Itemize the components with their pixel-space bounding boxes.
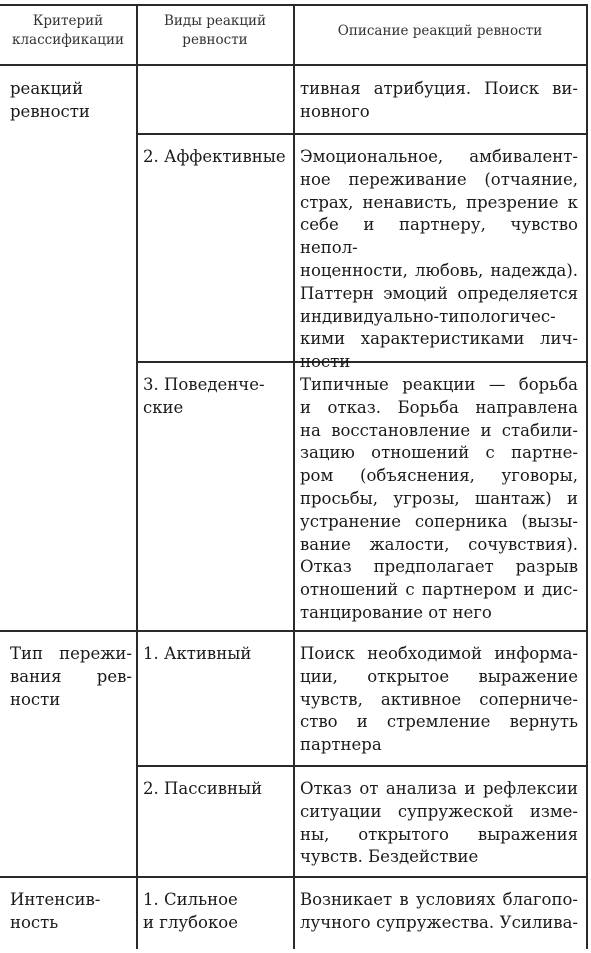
column-divider	[293, 4, 295, 949]
header-criterion: Критерий классификации	[12, 13, 124, 48]
criterion-cell: реакций ревности	[10, 79, 90, 121]
row-divider	[136, 765, 587, 767]
type-cell: 1. Активный	[143, 644, 252, 663]
header-description: Описание реакций ревности	[337, 23, 543, 39]
type-cell: 3. Поведенче- ские	[143, 375, 265, 417]
description-cell: Эмоциональное, амбивалент- ное переживание (отчаяние, страх, ненависть, презрение к себе и партнеру, чувство непол- ноценности, любовь, надежда). Паттерн эмоций определяется индивидуально-типологичес- кими характеристиками лич- ности	[300, 147, 578, 372]
description-cell: тивная атрибуция. Поиск ви- новного	[300, 79, 578, 121]
type-cell: 1. Сильное и глубокое	[143, 890, 238, 932]
column-divider	[136, 4, 138, 949]
type-cell: 2. Пассивный	[143, 779, 263, 798]
table-right-rule	[586, 4, 588, 949]
criterion-cell: Интенсив- ность	[10, 890, 101, 932]
description-cell: Поиск необходимой информа- ции, открытое выражение чувств, активное соперниче- ство и стремление вернуть партнера	[300, 644, 578, 755]
description-cell: Возникает в условиях благопо- лучного супружества. Усилива-	[300, 890, 578, 932]
description-cell: Отказ от анализа и рефлексии ситуации супружеской изме- ны, открытого выражения чувств. Бездействие	[300, 779, 578, 867]
type-cell: 2. Аффективные	[143, 147, 286, 166]
header-types: Виды реакций ревности	[163, 13, 267, 48]
row-divider	[136, 133, 587, 135]
criterion-cell: Тип пережи- вания рев- ности	[10, 644, 132, 709]
description-cell: Типичные реакции — борьба и отказ. Борьба направлена на восстановление и стабили- зацию отношений с партне- ром (объяснения, уговоры, просьбы, угрозы, шантаж) и устранение соперника (вызы- вание жалости, сочувствия). Отказ предполагает разрыв отношений с партнером и дис- танцирование от него	[300, 375, 578, 622]
